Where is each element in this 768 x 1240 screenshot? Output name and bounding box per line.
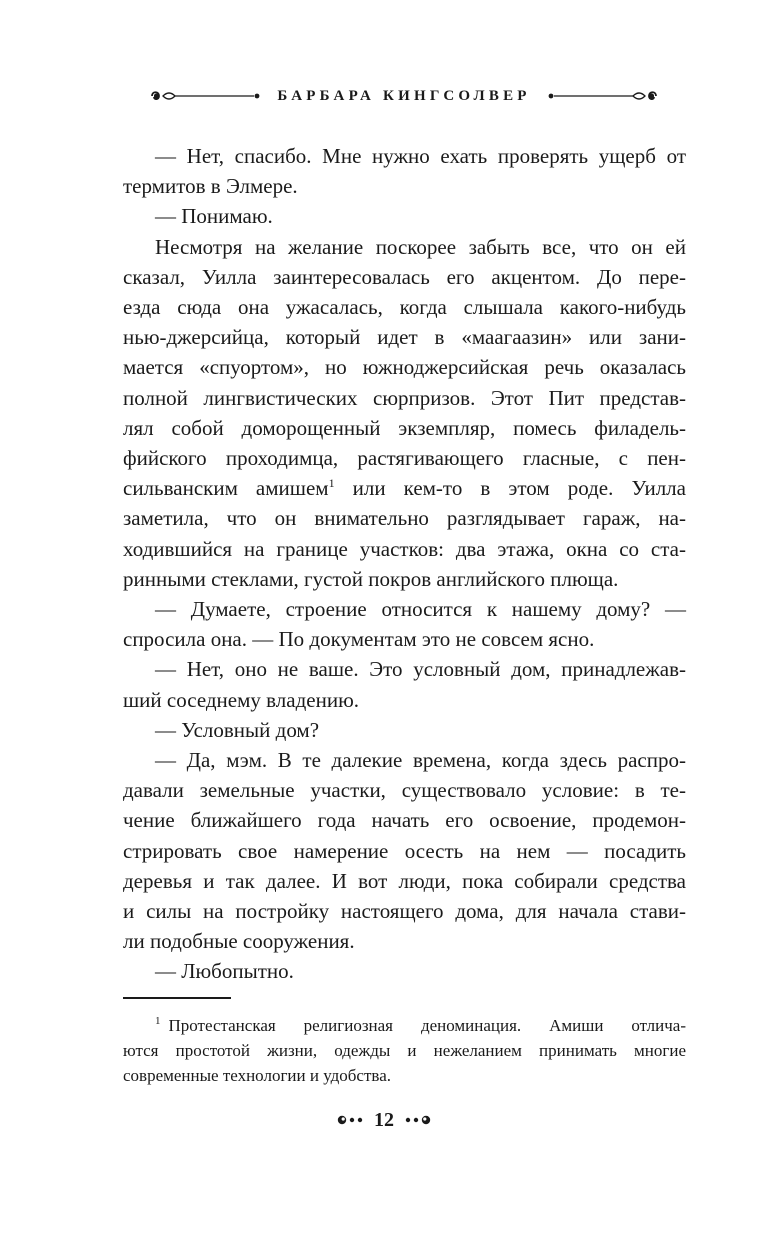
- text-line: езда сюда она ужасалась, когда слышала какого-нибудь: [123, 295, 686, 320]
- left-folio-ornament-icon: [336, 1114, 366, 1126]
- text-line: чение ближайшего года начать его освоение, продемон-: [123, 808, 686, 833]
- text-line: термитов в Элмере.: [123, 174, 298, 199]
- text-line: Несмотря на желание поскорее забыть все, что он ей: [155, 234, 686, 259]
- right-flourish-ornament-icon: [546, 89, 658, 103]
- footnote-line: ются простотой жизни, одежды и нежеланием принимать многие: [123, 1041, 686, 1060]
- footnote-number: 1: [155, 1015, 161, 1028]
- text-line: нью-джерсийца, который идет в «маагаазин» или зани-: [123, 325, 686, 350]
- text-line: ший соседнему владению.: [123, 687, 360, 712]
- text-line: ли подобные сооружения.: [123, 929, 355, 954]
- footnote-text-segment: Протестанская религиозная деноминация. Амиши отлича-: [168, 1016, 686, 1035]
- text-segment: или кем-то в этом роде. Уилла: [352, 476, 686, 501]
- text-line: стрировать свое намерение осесть на нем — посадить: [123, 838, 686, 863]
- text-line: лял собой доморощенный экземпляр, помесь филадель-: [123, 415, 686, 440]
- text-line: заметила, что он внимательно разглядывает гараж, на-: [123, 506, 686, 531]
- text-line: — Условный дом?: [155, 717, 320, 742]
- text-line: и силы на постройку настоящего дома, для начала стави-: [123, 899, 686, 924]
- text-line: фийского проходимца, растягивающего гласные, с пен-: [123, 446, 686, 471]
- footnote: [123, 1013, 686, 1088]
- footnote-reference: 1: [328, 476, 335, 491]
- text-line: ринными стеклами, густой покров английского плюща.: [123, 566, 619, 591]
- running-header-author: БАРБАРА КИНГСОЛВЕР: [277, 87, 531, 104]
- text-line: — Да, мэм. В те далекие времена, когда здесь распро-: [155, 748, 686, 773]
- text-line: спросила она. — По документам это не совсем ясно.: [123, 627, 595, 652]
- text-line: мается «спуортом», но южноджерсийская речь оказалась: [123, 355, 686, 380]
- text-line-with-footnote-ref: [123, 473, 686, 503]
- text-line: — Понимаю.: [155, 204, 273, 229]
- text-line: ходившийся на границе участков: два этажа, окна со ста-: [123, 536, 686, 561]
- footnote-line: современные технологии и удобства.: [123, 1066, 392, 1085]
- text-line: полной лингвистических сюрпризов. Этот Пит представ-: [123, 385, 686, 410]
- text-line: — Любопытно.: [155, 959, 294, 984]
- text-line: давали земельные участки, существовало условие: в те-: [123, 778, 686, 803]
- page-number: 12: [374, 1108, 394, 1131]
- text-line: — Думаете, строение относится к нашему дому? —: [155, 597, 686, 622]
- text-line: деревья и так далее. И вот люди, пока собирали средства: [123, 868, 686, 893]
- text-line: — Нет, оно не ваше. Это условный дом, принадлежав-: [155, 657, 686, 682]
- footnote-line: [123, 1013, 686, 1038]
- text-line: — Нет, спасибо. Мне нужно ехать проверять ущерб от: [155, 144, 686, 168]
- left-flourish-ornament-icon: [150, 89, 262, 103]
- footnote-divider: [123, 997, 231, 999]
- text-line: сказал, Уилла заинтересовалась его акцентом. До пере-: [123, 264, 686, 289]
- right-folio-ornament-icon: [402, 1114, 432, 1126]
- text-segment: сильванским амишем: [123, 476, 329, 501]
- running-header: [150, 82, 658, 110]
- folio: [0, 1106, 768, 1134]
- body-text: [123, 141, 686, 987]
